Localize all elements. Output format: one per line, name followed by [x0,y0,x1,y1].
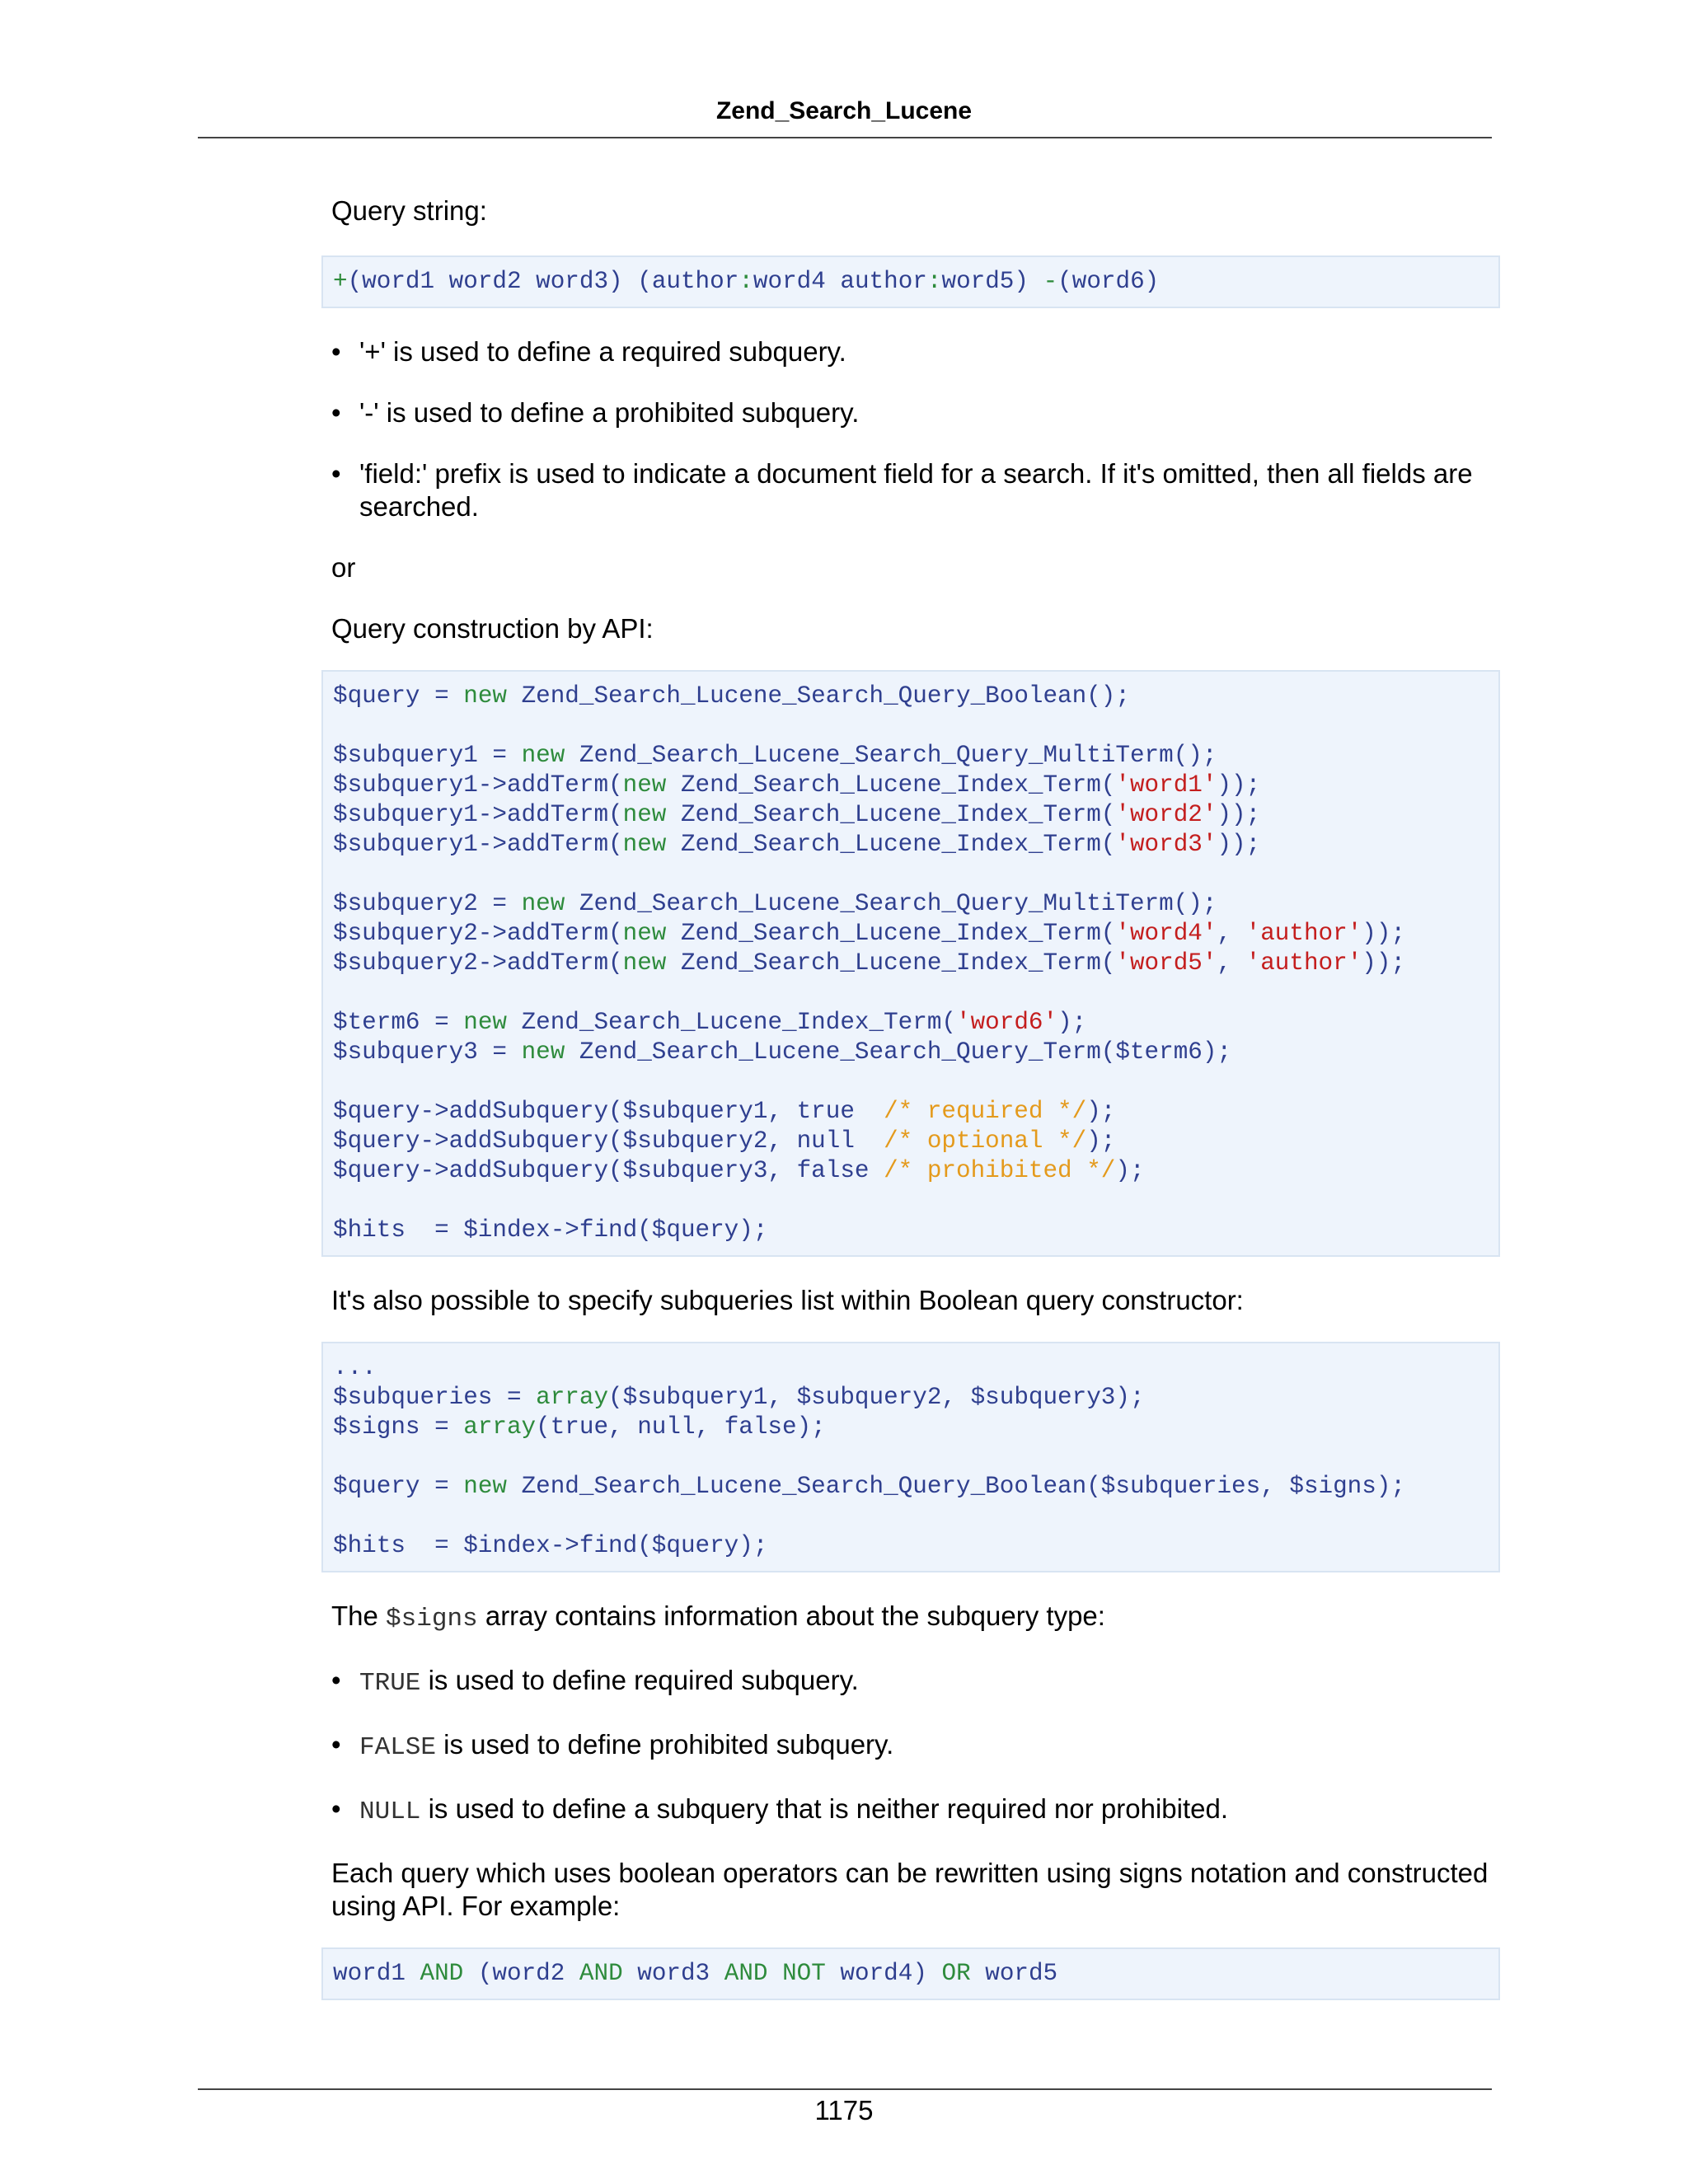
code-token: Zend_Search_Lucene_Search_Query_MultiTerm(); [565,742,1217,769]
code-token: $signs = [333,1413,464,1441]
code-token: Zend_Search_Lucene_Index_Term( [666,831,1116,858]
code-token: new [463,1473,507,1500]
code-colon: : [738,268,753,295]
text-span: is used to define prohibited subquery. [436,1729,894,1760]
code-token: new [463,1009,507,1036]
code-token: ); [1115,1157,1145,1184]
code-token: $query->addSubquery($subquery3, false [333,1157,884,1184]
code-token [767,1960,782,1987]
code-token: (word6) [1057,268,1160,295]
boolean-operators-code-block [321,1947,1500,2000]
code-line [333,267,1489,297]
code-line [333,830,1489,860]
boolean-constructor-intro: It's also possible to specify subqueries list within Boolean query constructor: [331,1285,1244,1315]
code-token: AND [420,1960,464,1987]
api-construction-label: Query construction by API: [331,613,654,644]
page-number: 1175 [814,2095,874,2125]
code-token: )); [1217,801,1261,828]
code-token: $subquery2->addTerm( [333,920,623,947]
code-token: array [463,1413,537,1441]
code-line-blank [333,1067,1489,1097]
code-token: 'word2' [1115,801,1217,828]
code-token: Zend_Search_Lucene_Search_Query_Boolean(); [506,682,1130,710]
inline-code-true: TRUE [359,1669,421,1698]
query-string-label: Query string: [331,195,487,226]
code-line-blank [333,1442,1489,1472]
signs-description [331,1600,1500,1636]
code-line [333,1216,1489,1245]
code-line [333,800,1489,830]
inline-code-false: FALSE [359,1733,437,1762]
code-token: /* required */ [884,1098,1087,1125]
code-token: ... [333,1354,377,1381]
text-span: is used to define a subquery that is neither required nor prohibited. [420,1793,1229,1824]
list-item: • '+' is used to define a required subquery. [331,335,1500,368]
list-item [331,1793,1500,1829]
code-line [333,1097,1489,1127]
code-token: ($subquery1, $subquery2, $subquery3); [608,1384,1145,1411]
code-minus-operator: - [1043,268,1058,295]
code-line [333,1959,1489,1989]
code-token: OR [941,1960,971,1987]
code-token: new [622,801,667,828]
code-token: 'word1' [1115,771,1217,799]
operator-bullet-list [331,335,1500,523]
list-item: • 'field:' prefix is used to indicate a document field for a search. If it's omitted, then all fields are searched. [331,457,1500,523]
code-token: $subquery1->addTerm( [333,801,623,828]
code-token: NOT [782,1960,826,1987]
code-token: Zend_Search_Lucene_Index_Term( [666,801,1116,828]
code-token: new [463,682,507,710]
code-token: )); [1362,949,1406,977]
page-content [331,194,1500,2027]
code-token: new [622,771,667,799]
code-token: 'word3' [1115,831,1217,858]
code-token: , [1217,920,1246,947]
code-token: 'word6' [956,1009,1058,1036]
code-token: Zend_Search_Lucene_Search_Query_Boolean($subqueries, $signs); [506,1473,1406,1500]
code-token: 'author' [1245,949,1362,977]
code-token: word5 [970,1960,1058,1987]
code-line [333,889,1489,919]
code-space [1029,268,1043,295]
code-token: word1 [333,1960,420,1987]
subqueries-list-code-block [321,1342,1500,1572]
code-token: (word2 [463,1960,579,1987]
rewrite-description: Each query which uses boolean operators can be rewritten using signs notation and constructed using API. For example: [331,1858,1489,1921]
code-token: new [622,949,667,977]
code-line [333,1038,1489,1067]
code-token: ); [1086,1098,1116,1125]
code-token: word3 [622,1960,724,1987]
code-token: ); [1057,1009,1087,1036]
code-token: ); [1086,1127,1116,1155]
code-token: $subquery1 = [333,742,522,769]
code-token: $query->addSubquery($subquery1, true [333,1098,884,1125]
signs-bullet-list [331,1664,1500,1829]
code-token: $query = [333,682,464,710]
text-span: array contains information about the subquery type: [477,1601,1105,1631]
code-token: )); [1217,771,1261,799]
text-span: is used to define required subquery. [420,1665,859,1695]
code-line-blank [333,711,1489,741]
text-span: The [331,1601,387,1631]
code-line [333,1531,1489,1561]
code-token: $query = [333,1473,464,1500]
code-token: word4 author [753,268,927,295]
query-string-code-block [321,255,1500,308]
code-token: /* prohibited */ [884,1157,1116,1184]
code-token: new [622,920,667,947]
code-token: (author [637,268,739,295]
code-token: Zend_Search_Lucene_Search_Query_MultiTerm(); [565,890,1217,917]
code-token: AND [579,1960,623,1987]
code-token: new [521,1038,565,1066]
code-line-blank [333,860,1489,889]
code-line-blank [333,1502,1489,1531]
code-line [333,919,1489,949]
code-token: 'author' [1245,920,1362,947]
code-token: $subquery2->addTerm( [333,949,623,977]
page-header-title: Zend_Search_Lucene [715,97,973,124]
code-line [333,1413,1489,1442]
code-line [333,1472,1489,1502]
inline-code-null: NULL [359,1797,421,1826]
code-token: (word1 word2 word3) [347,268,623,295]
code-token: $hits = $index->find($query); [333,1216,768,1244]
code-token: 'word4' [1115,920,1217,947]
code-token: $subquery1->addTerm( [333,771,623,799]
code-line [333,1156,1489,1186]
code-colon: : [926,268,942,295]
code-line [333,741,1489,771]
code-token: new [521,890,565,917]
code-token: new [521,742,565,769]
code-line [333,771,1489,800]
footer-divider [198,2088,1492,2090]
code-token: $subqueries = [333,1384,537,1411]
code-token: 'word5' [1115,949,1217,977]
code-token: Zend_Search_Lucene_Index_Term( [666,771,1116,799]
list-item [331,1728,1500,1765]
code-token: $subquery3 = [333,1038,522,1066]
code-token: /* optional */ [884,1127,1087,1155]
code-token: $hits = $index->find($query); [333,1532,768,1559]
code-token: )); [1217,831,1261,858]
code-line [333,1383,1489,1413]
code-token: new [622,831,667,858]
code-token: , [1217,949,1246,977]
inline-code-signs: $signs [386,1605,478,1633]
code-token: Zend_Search_Lucene_Search_Query_Term($term6); [565,1038,1232,1066]
list-item: • '-' is used to define a prohibited subquery. [331,396,1500,429]
code-line [333,682,1489,711]
code-line [333,1008,1489,1038]
code-token: $term6 = [333,1009,464,1036]
api-code-block [321,670,1500,1257]
code-line-blank [333,1186,1489,1216]
code-line-blank [333,978,1489,1008]
code-token: )); [1362,920,1406,947]
code-line [333,1127,1489,1156]
code-token: $subquery1->addTerm( [333,831,623,858]
or-text: or [331,552,356,583]
code-token: word5) [941,268,1029,295]
code-token: word4) [825,1960,942,1987]
header-divider [198,137,1492,138]
code-token: AND [724,1960,768,1987]
list-item [331,1664,1500,1700]
code-token: Zend_Search_Lucene_Index_Term( [666,920,1116,947]
code-token: Zend_Search_Lucene_Index_Term( [666,949,1116,977]
code-token: array [536,1384,609,1411]
code-token: $query->addSubquery($subquery2, null [333,1127,884,1155]
code-line [333,1353,1489,1383]
code-token: $subquery2 = [333,890,522,917]
code-token: Zend_Search_Lucene_Index_Term( [506,1009,956,1036]
code-line [333,949,1489,978]
code-space [623,268,638,295]
code-plus-operator: + [333,268,348,295]
code-token: (true, null, false); [536,1413,826,1441]
